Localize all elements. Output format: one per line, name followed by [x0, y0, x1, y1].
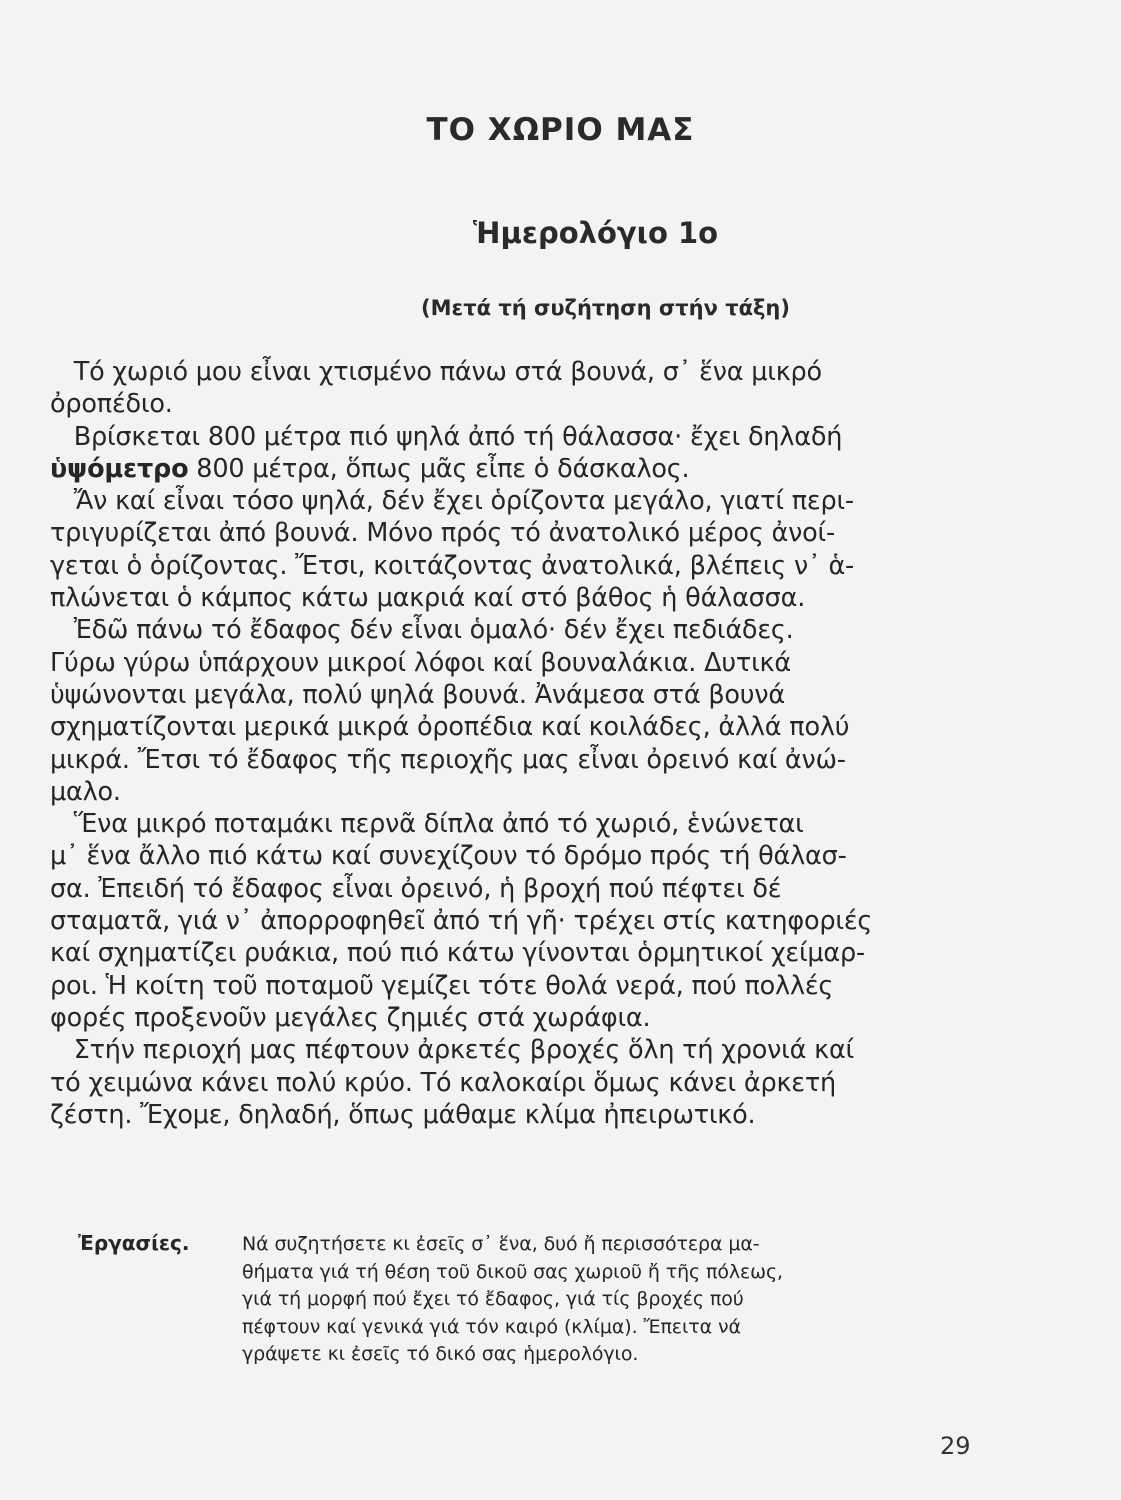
body-line-text: τριγυρίζεται ἀπό βουνά. Μόνο πρός τό ἀνατολικό μέρος ἀνοί-	[50, 518, 835, 549]
body-line	[50, 356, 980, 388]
tasks-label: Ἐργασίες.	[78, 1231, 190, 1255]
body-line	[50, 550, 980, 582]
body-line-text: μικρά. Ἔτσι τό ἔδαφος τῆς περιοχῆς μας εἶναι ὀρεινό καί ἀνώ-	[50, 744, 846, 775]
body-line-text: 800 μέτρα, ὅπως μᾶς εἶπε ὁ δάσκαλος.	[188, 453, 690, 484]
body-line	[50, 970, 980, 1002]
chapter-title: ΤΟ ΧΩΡΙΟ ΜΑΣ	[426, 112, 695, 148]
body-line-text: ροι. Ἡ κοίτη τοῦ ποταμοῦ γεμίζει τότε θολά νερά, πού πολλές	[50, 970, 834, 1001]
body-line	[50, 421, 980, 453]
body-line	[50, 1034, 980, 1066]
body-line	[50, 744, 980, 776]
body-line	[50, 485, 980, 517]
body-line	[50, 1099, 980, 1131]
body-line	[50, 840, 980, 872]
body-line-text: φορές προξενοῦν μεγάλες ζημιές στά χωράφια.	[50, 1002, 651, 1033]
task-line: θήματα γιά τή θέση τοῦ δικοῦ σας χωριοῦ ἤ τῆς πόλεως,	[242, 1260, 783, 1283]
task-line: γιά τή μορφή πού ἔχει τό ἔδαφος, γιά τίς βροχές πού	[242, 1288, 744, 1310]
body-line-text: ὑψώνονται μεγάλα, πολύ ψηλά βουνά. Ἀνάμεσα στά βουνά	[50, 679, 786, 710]
body-line	[50, 582, 980, 614]
body-line-text: Ἐδῶ πάνω τό ἔδαφος δέν εἶναι ὁμαλό· δέν ἔχει πεδιάδες.	[50, 615, 794, 646]
tasks-text	[242, 1231, 958, 1369]
body-line-text: Ἕνα μικρό ποταμάκι περνᾶ δίπλα ἀπό τό χωριό, ἑνώνεται	[50, 809, 804, 840]
body-line	[50, 388, 980, 420]
task-line: πέφτουν καί γενικά γιά τόν καιρό (κλίμα). Ἔπειτα νά	[242, 1315, 741, 1338]
body-line	[50, 647, 980, 679]
tasks-section	[78, 1230, 958, 1369]
body-line	[50, 1002, 980, 1034]
body-line	[50, 905, 980, 937]
body-line-text: γεται ὁ ὁρίζοντας. Ἔτσι, κοιτάζοντας ἀνατολικά, βλέπεις ν᾽ ἁ-	[50, 550, 855, 581]
body-line	[50, 808, 980, 840]
body-line-text: σχηματίζονται μερικά μικρά ὀροπέδια καί κοιλάδες, ἀλλά πολύ	[50, 712, 850, 743]
body-line-text: ὀροπέδιο.	[50, 389, 173, 420]
body-line-text: καί σχηματίζει ρυάκια, πού πιό κάτω γίνονται ὁρμητικοί χείμαρ-	[50, 938, 865, 969]
body-line	[50, 453, 980, 485]
body-line	[50, 1067, 980, 1099]
context-note: (Μετά τή συζήτηση στήν τάξη)	[421, 296, 790, 320]
diary-subtitle: Ἡμερολόγιο 1ο	[472, 216, 719, 250]
body-line	[50, 937, 980, 969]
body-line	[50, 711, 980, 743]
task-line: Νά συζητήσετε κι ἐσεῖς σ᾽ ἕνα, δυό ἤ περισσότερα μα-	[242, 1233, 760, 1255]
body-line-text: Στήν περιοχή μας πέφτουν ἀρκετές βροχές ὅλη τή χρονιά καί	[50, 1035, 854, 1066]
task-line: γράψετε κι ἐσεῖς τό δικό σας ἡμερολόγιο.	[242, 1343, 639, 1365]
body-line-text: ζέστη. Ἔχομε, δηλαδή, ὅπως μάθαμε κλίμα ἠπειρωτικό.	[50, 1099, 756, 1130]
body-text	[50, 356, 980, 1131]
body-line	[50, 517, 980, 549]
body-line-term: ὑψόμετρο	[50, 453, 189, 484]
body-line-text: σταματᾶ, γιά ν᾽ ἀπορροφηθεῖ ἀπό τή γῆ· τρέχει στίς κατηφοριές	[50, 906, 873, 937]
body-line-text: Γύρω γύρω ὑπάρχουν μικροί λόφοι καί βουναλάκια. Δυτικά	[50, 647, 791, 678]
body-line-text: Τό χωριό μου εἶναι χτισμένο πάνω στά βουνά, σ᾽ ἕνα μικρό	[50, 357, 822, 387]
body-line-text: Βρίσκεται 800 μέτρα πιό ψηλά ἀπό τή θάλασσα· ἔχει δηλαδή	[50, 421, 843, 452]
body-line-text: μαλο.	[50, 776, 121, 807]
body-line-text: Ἄν καί εἶναι τόσο ψηλά, δέν ἔχει ὁρίζοντα μεγάλο, γιατί περι-	[50, 486, 854, 517]
body-line	[50, 614, 980, 646]
body-line	[50, 873, 980, 905]
body-line	[50, 776, 980, 808]
page-number: 29	[940, 1432, 971, 1460]
body-line-text: τό χειμώνα κάνει πολύ κρύο. Τό καλοκαίρι ὅμως κάνει ἀρκετή	[50, 1067, 836, 1098]
body-line-text: σα. Ἐπειδή τό ἔδαφος εἶναι ὀρεινό, ἡ βροχή πού πέφτει δέ	[50, 873, 782, 904]
body-line-text: μ᾽ ἕνα ἄλλο πιό κάτω καί συνεχίζουν τό δρόμο πρός τή θάλασ-	[50, 841, 847, 872]
body-line-text: πλώνεται ὁ κάμπος κάτω μακριά καί στό βάθος ἡ θάλασσα.	[50, 583, 806, 614]
body-line	[50, 679, 980, 711]
